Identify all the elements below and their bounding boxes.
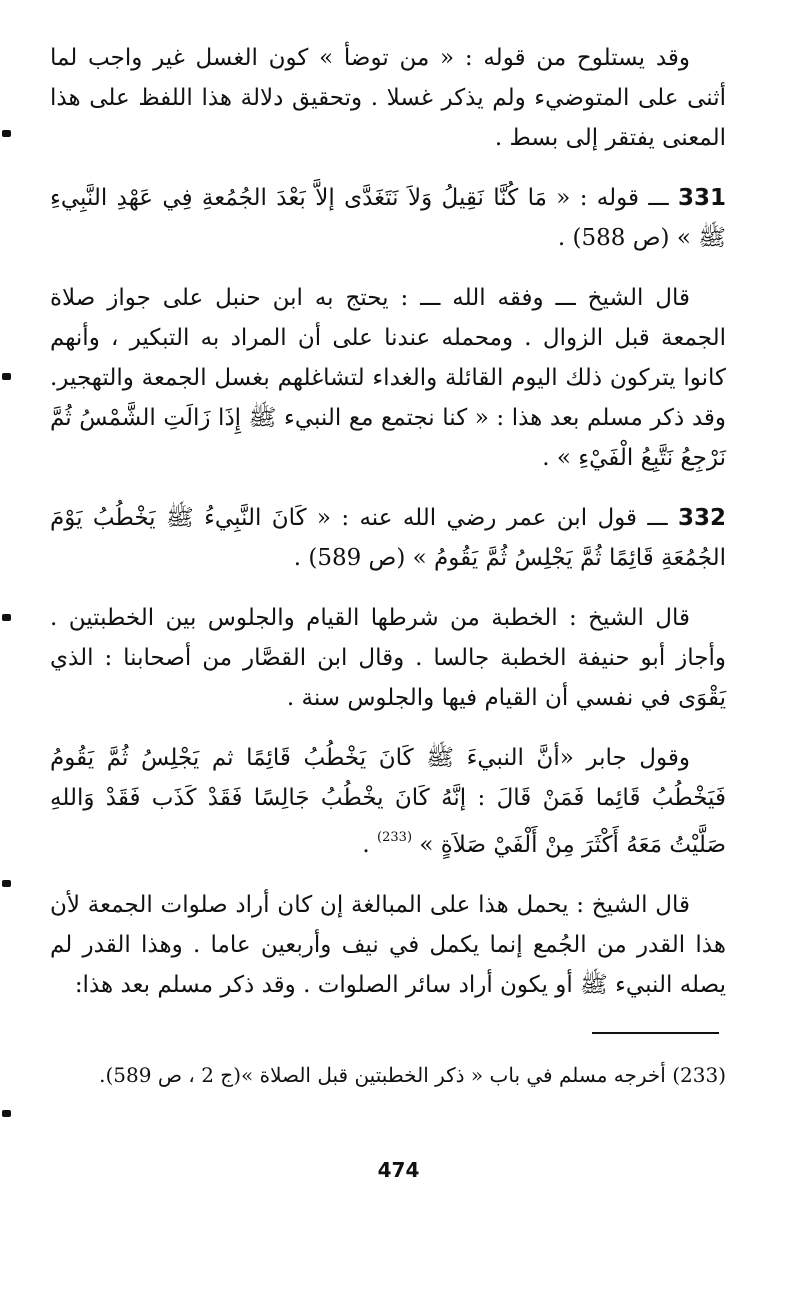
margin-mark bbox=[2, 373, 11, 380]
paragraph-text: قال الشيخ : الخطبة من شرطها القيام والجلوس بين الخطبتين . وأجاز أبو حنيفة الخطبة جالسا . وقال ابن القصَّار من أصحابنا : الذي يَقْوَى في نفسي أن القيام فيها والجلوس سنة . bbox=[50, 605, 726, 711]
paragraph-text: قال الشيخ : يحمل هذا على المبالغة إن كان أراد صلوات الجمعة لأن هذا القدر من الجُمع إنما يكمل في نيف وأربعين عاما . وهذا القدر لم يصله النبيء ﷺ أو يكون أراد سائر الصلوات . وقد ذكر مسلم بعد هذا: bbox=[50, 892, 726, 998]
footnote-text: (233) أخرجه مسلم في باب « ذكر الخطبتين قبل الصلاة »(ج 2 ، ص 589). bbox=[99, 1063, 726, 1087]
paragraph-text: وقول جابر «أنَّ النبيءَ ﷺ كَانَ يَخْطُبُ قَائِمًا ثم يَجْلِسُ ثُمَّ يَقُومُ فَيَخْطُبُ قَائِما فَمَنْ قَالَ : إنَّهُ كَانَ يخْطُبُ جَالِسًا فَقَدْ كَذَب فَقَدْ وَاللهِ صَلَّيْتُ مَعَهُ أَكْثَرَ مِنْ أَلْفَيْ صَلاَةٍ » bbox=[50, 745, 726, 858]
paragraph-text: وقد يستلوح من قوله : « من توضأ » كون الغسل غير واجب لما أثنى على المتوضيء ولم يذكر غسلا . وتحقيق دلالة هذا اللفظ على هذا المعنى يفتقر إلى بسط . bbox=[50, 45, 726, 151]
margin-mark bbox=[2, 880, 11, 887]
hadith-text: ـــ قوله : « مَا كُنَّا نَقِيلُ وَلاَ نَتَغَدَّى إلاَّ بَعْدَ الجُمُعةِ فِي عَهْدِ النَّبِيءِ ﷺ » (ص 588) . bbox=[50, 185, 726, 251]
margin-mark bbox=[2, 130, 11, 137]
entry-number: 332 bbox=[678, 505, 727, 531]
footnote-reference[interactable]: (233) bbox=[377, 830, 413, 845]
page-body bbox=[50, 38, 726, 1025]
hadith-text: ـــ قول ابن عمر رضي الله عنه : « كَانَ النَّبِيءُ ﷺ يَخْطُبُ يَوْمَ الجُمُعَةِ قَائِمًا ثُمَّ يَجْلِسُ ثُمَّ يَقُومُ » (ص 589) . bbox=[50, 505, 726, 571]
footnote-separator bbox=[592, 1032, 719, 1034]
paragraph-text: قال الشيخ ـــ وفقه الله ـــ : يحتج به ابن حنبل على جواز صلاة الجمعة قبل الزوال . ومحمله عندنا على أن المراد به التبكير ، وأنهم كانوا يتركون ذلك اليوم القائلة والغداء لتشاغلهم بغسل الجمعة والتهجير. وقد ذكر مسلم بعد هذا : « كنا نجتمع مع النبيء ﷺ إِذَا زَالَتِ الشَّمْسُ ثُمَّ نَرْجِعُ نَتَّبِعُ الْفَيْءِ » . bbox=[50, 285, 726, 471]
margin-mark bbox=[2, 614, 11, 621]
quoted-hadith-paragraph bbox=[50, 738, 726, 865]
entry-number: 331 bbox=[677, 185, 726, 211]
paragraph bbox=[50, 38, 726, 158]
period: . bbox=[362, 832, 370, 858]
page-number: 474 bbox=[377, 1158, 420, 1182]
hadith-entry bbox=[50, 498, 726, 578]
footnote bbox=[50, 1058, 726, 1092]
commentary-paragraph bbox=[50, 598, 726, 718]
hadith-entry bbox=[50, 178, 726, 258]
commentary-paragraph bbox=[50, 278, 726, 478]
margin-mark bbox=[2, 1110, 11, 1117]
commentary-paragraph bbox=[50, 885, 726, 1005]
